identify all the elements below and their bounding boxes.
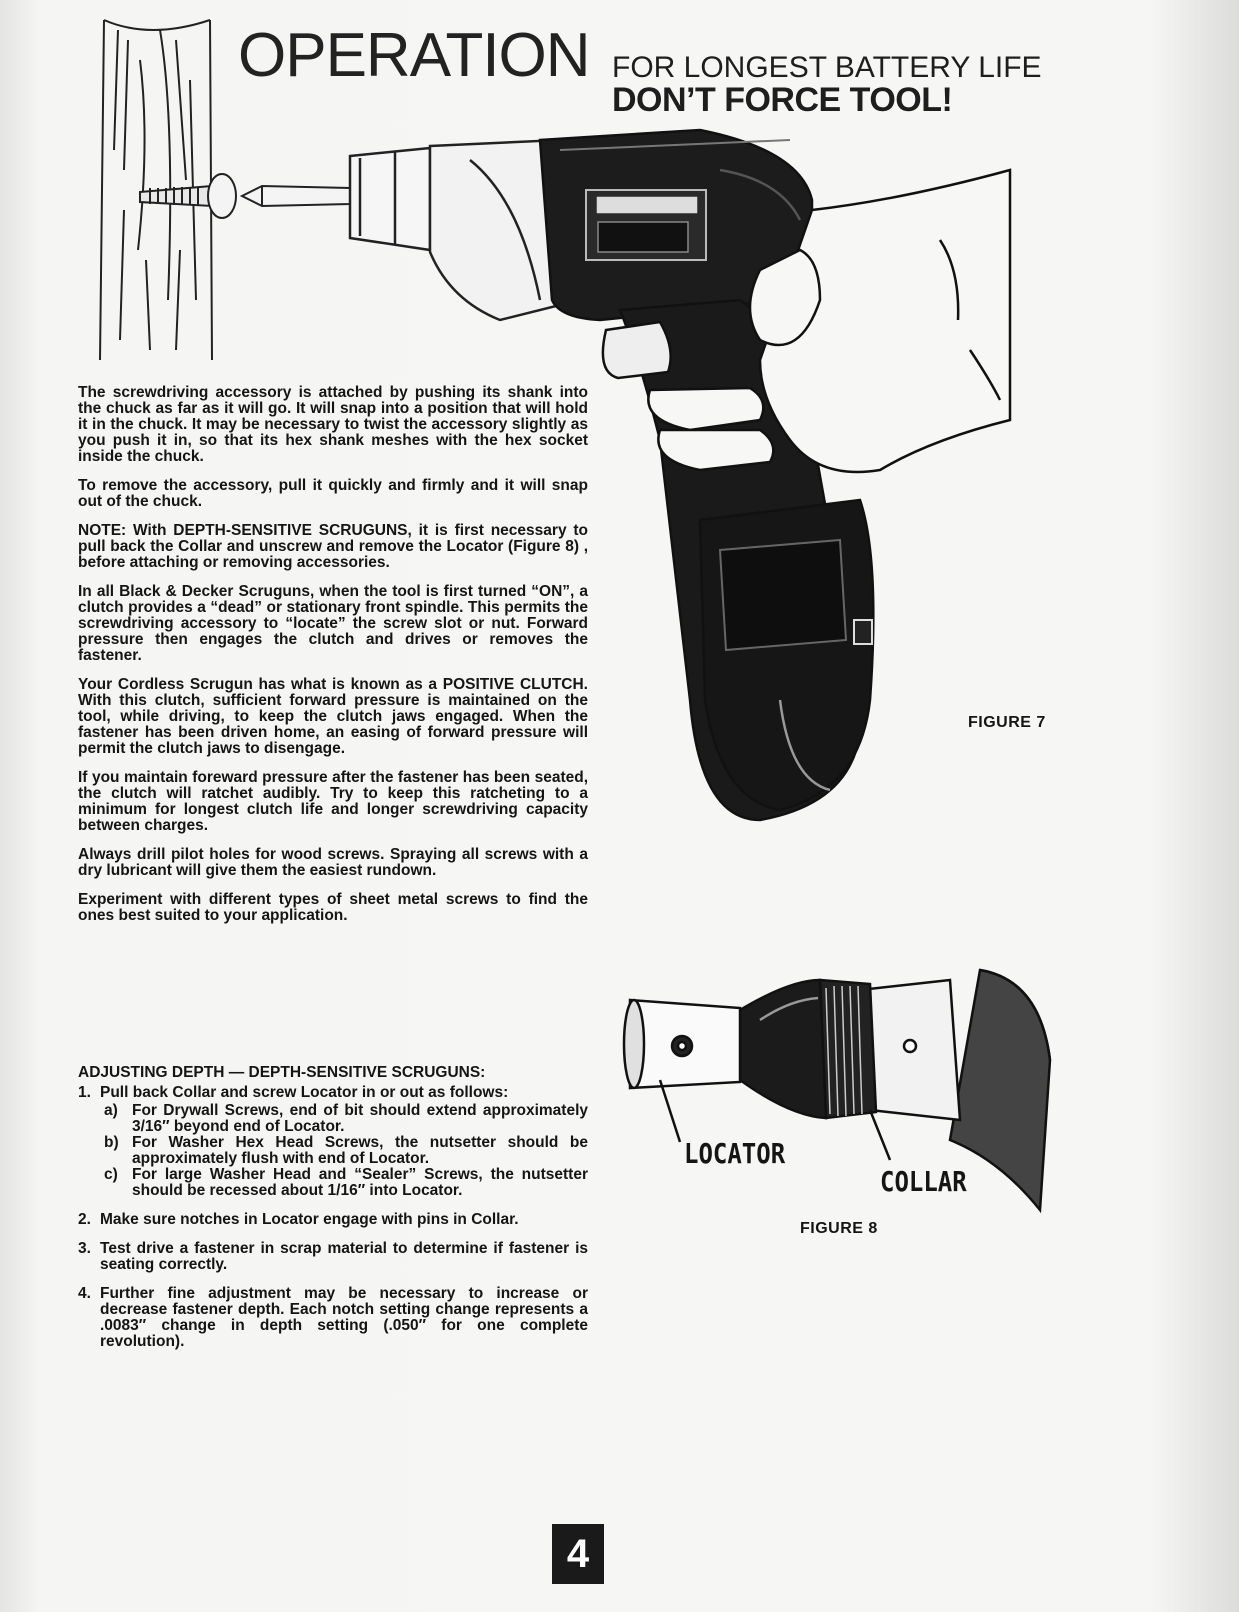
paragraph-note [78, 523, 588, 571]
adjusting-depth-section [78, 1065, 588, 1363]
screwdriver-bit-drawing [242, 186, 350, 206]
paragraph-positive-clutch: Your Cordless Scrugun has what is known as a POSITIVE CLUTCH. With this clutch, sufficient forward pressure is maintained on the tool, while driving, to keep the clutch jaws engaged. When the fastener has been driven home, an easing of forward pressure will permit the clutch jaws to disengage. [78, 676, 588, 757]
substep-c: c) For large Washer Head and “Sealer” Screws, the nutsetter should be recessed about 1/16″ into Locator. [104, 1166, 588, 1199]
paragraph-attach-accessory: The screwdriving accessory is attached by pushing its shank into the chuck as far as it will go. It will snap into a position that will hold it in the chuck. It may be necessary to twist the accessory slightly as you push it in, so that its hex shank meshes with the hex socket inside the chuck. [78, 384, 588, 465]
step-2: 2. Make sure notches in Locator engage with pins in Collar. [78, 1211, 519, 1228]
step-4: 4. Further fine adjustment may be necessary to increase or decrease fastener depth. Each notch setting change represents a .0083″ change in depth setting (.050″ for one complete revolution). [78, 1285, 588, 1350]
note-label: NOTE: [78, 522, 127, 539]
adjusting-steps [78, 1085, 588, 1350]
paragraph-sheet-metal: Experiment with different types of sheet metal screws to find the ones best suited to your application. [78, 891, 588, 924]
page-number: 4 [552, 1524, 604, 1584]
paragraph-pilot-holes [78, 847, 588, 879]
paragraph-clutch-locate: In all Black & Decker Scruguns, when the tool is first turned “ON”, a clutch provides a “dead” or stationary front spindle. This permits the screwdriving accessory to “locate” the screw slot or nut. Forward pressure then engages the clutch and drives or removes the fastener. [78, 583, 588, 664]
locator-callout: LOCATOR [684, 1137, 786, 1171]
figure-8-label: FIGURE 8 [800, 1220, 878, 1237]
figure-7-label: FIGURE 7 [968, 714, 1046, 731]
step-3: 3. Test drive a fastener in scrap material to determine if fastener is seating correctly. [78, 1240, 588, 1273]
operation-instructions [78, 385, 588, 937]
page-title: OPERATION [238, 21, 590, 90]
paragraph-ratchet: If you maintain foreward pressure after the fastener has been seated, the clutch will ratchet audibly. Try to keep this ratcheting to a minimum for longest clutch life and longer screwdriving capacity between charges. [78, 769, 588, 834]
collar-callout: COLLAR [880, 1165, 967, 1199]
screw-drawing [140, 174, 236, 218]
adjusting-depth-heading: ADJUSTING DEPTH — DEPTH-SENSITIVE SCRUGUNS: [78, 1064, 486, 1081]
paragraph-remove-accessory: To remove the accessory, pull it quickly and firmly and it will snap out of the chuck. [78, 477, 588, 510]
tagline-line-2: DON’T FORCE TOOL! [612, 81, 953, 119]
battery-life-tagline [612, 51, 1042, 119]
tagline-line-1: FOR LONGEST BATTERY LIFE [612, 51, 1042, 84]
step-1: 1. Pull back Collar and screw Locator in or out as follows: a) For Drywall Screws, end of bit should extend approximately 3/16″ beyond end of Locator. b) For Washer Hex Head Screws, the nutsetter should be approximately flush with end of Locator. c) For large Washer Head and “Sealer” Screws, the nutsetter should be recessed about 1/16″ into Locator. [78, 1084, 588, 1199]
note-text: With DEPTH-SENSITIVE SCRUGUNS, it is first necessary to pull back the Collar and unscrew and remove the Locator (Figure 8) , before attaching or removing accessories. [78, 522, 589, 571]
figure-8-locator-collar-illustration [620, 960, 1060, 1230]
pilot-holes-lead: Always drill pilot holes for wood screws. [78, 846, 385, 863]
pilot-holes-text: Spraying all screws with a dry lubricant will give them the easiest rundown. [78, 846, 588, 879]
substep-b: b) For Washer Hex Head Screws, the nutsetter should be approximately flush with end of Locator. [104, 1134, 588, 1167]
substep-a: a) For Drywall Screws, end of bit should extend approximately 3/16″ beyond end of Locator. [104, 1102, 588, 1135]
step-1-substeps [100, 1103, 588, 1199]
step-1-text: Pull back Collar and screw Locator in or out as follows: [100, 1084, 509, 1101]
